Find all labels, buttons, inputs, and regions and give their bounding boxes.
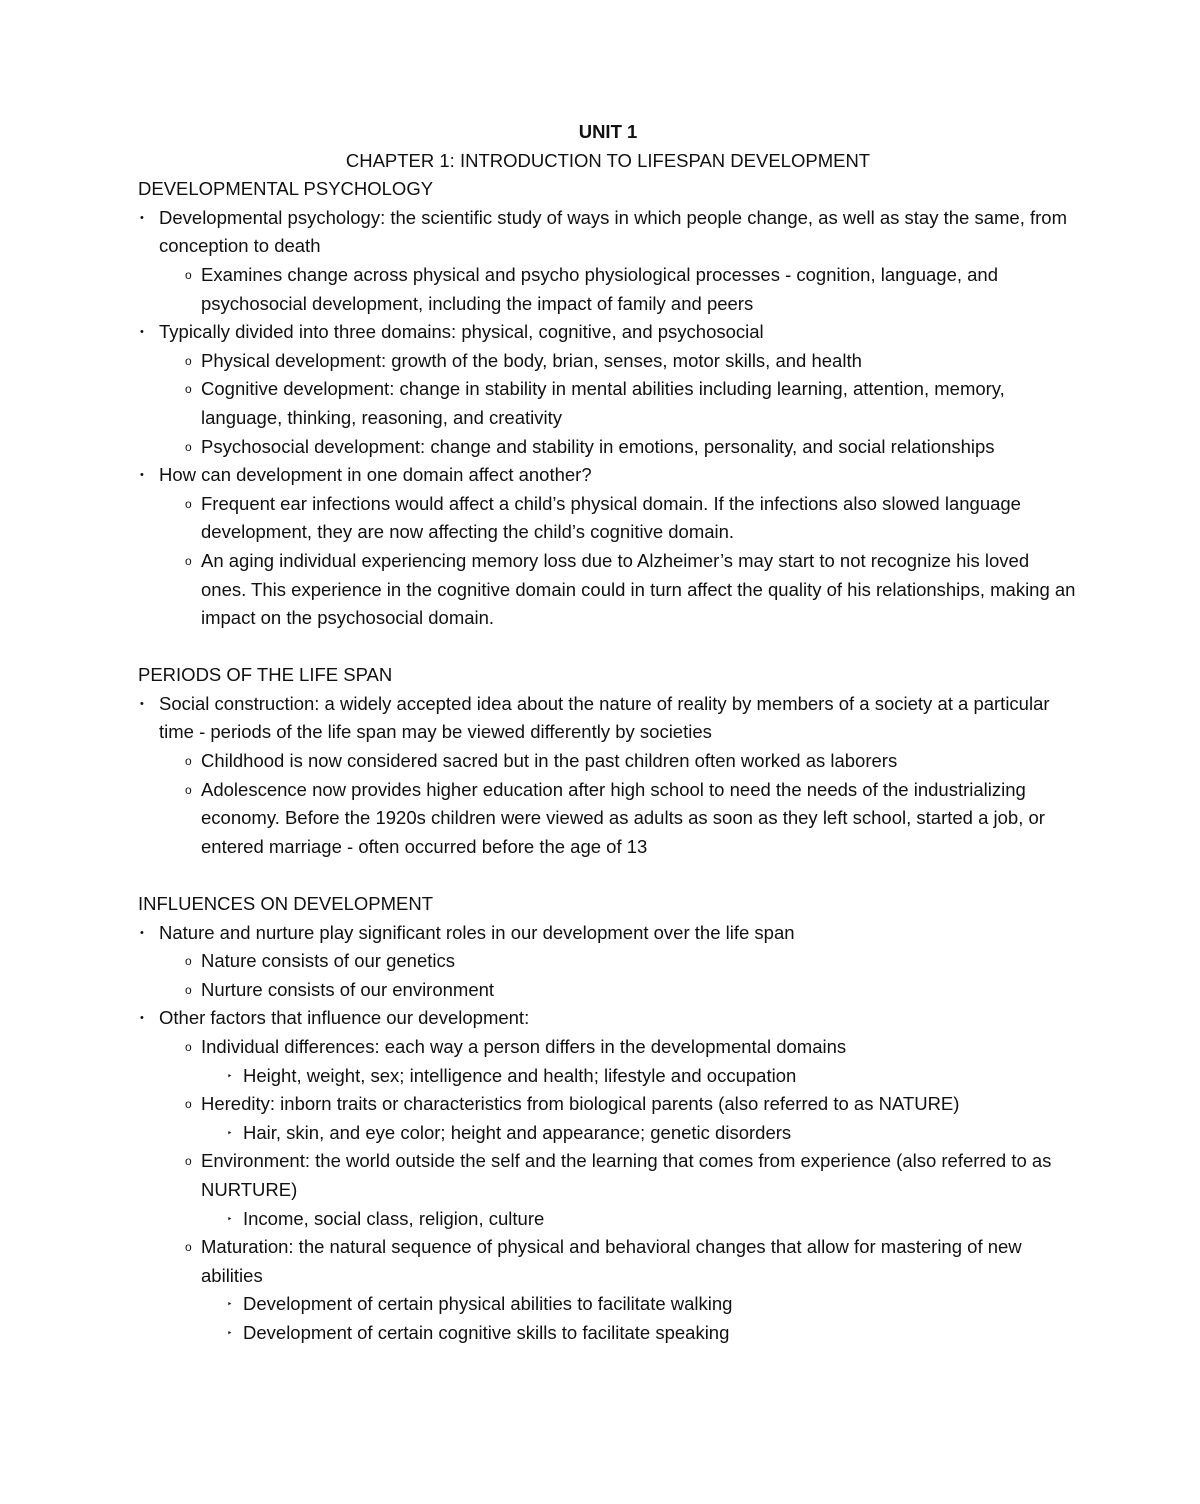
section-spacer [138,633,1078,662]
list-item-text: Nurture consists of our environment [201,978,495,1000]
circle-bullet-icon: o [185,353,192,368]
list-item-level-1 [138,318,1078,347]
triangle-bullet-icon: ‣ [227,1070,233,1081]
list-item-text: Development of certain cognitive skills to facilitate speaking [243,1321,730,1343]
bullet-icon: • [140,326,144,339]
list-item-level-2 [138,776,1078,862]
list-item-text: Typically divided into three domains: physical, cognitive, and psychosocial [159,321,764,343]
circle-bullet-icon: o [185,954,192,969]
list-item-level-1 [138,690,1078,747]
chapter-title: CHAPTER 1: INTRODUCTION TO LIFESPAN DEVELOPMENT [345,149,871,171]
list-item-level-2 [138,261,1078,318]
list-item-level-2 [138,375,1078,432]
list-item-text: An aging individual experiencing memory loss due to Alzheimer’s may start to not recognize his loved ones. This experience in the cognitive domain could in turn affect the quality of his relationships, making an impact on the psychosocial domain. [201,549,1076,629]
circle-bullet-icon: o [185,754,192,769]
list-item-text: Examines change across physical and psycho physiological processes - cognition, language, and psychosocial development, including the impact of family and peers [201,263,998,314]
bullet-icon: • [140,469,144,482]
list-item-level-2 [138,1090,1078,1119]
list-item-text: Frequent ear infections would affect a child’s physical domain. If the infections also slowed language development, they are now affecting the child’s cognitive domain. [201,492,1021,543]
list-item-text: Income, social class, religion, culture [243,1207,545,1229]
triangle-bullet-icon: ‣ [227,1327,233,1338]
list-item-level-3 [138,1205,1078,1234]
section-spacer [138,861,1078,890]
list-item-text: Nature and nurture play significant roles in our development over the life span [159,921,795,943]
list-item-text: How can development in one domain affect another? [159,464,592,486]
circle-bullet-icon: o [185,382,192,397]
bullet-icon: • [140,211,144,224]
list-item-level-2 [138,1033,1078,1062]
unit-title: UNIT 1 [578,121,638,142]
circle-bullet-icon: o [185,1154,192,1169]
list-item-text: Maturation: the natural sequence of physical and behavioral changes that allow for mastering of new abilities [201,1236,1022,1286]
list-item-text: Other factors that influence our development: [159,1007,530,1029]
list-item-level-2 [138,490,1078,547]
document-content [138,118,1078,1348]
list-item-level-3 [138,1290,1078,1319]
circle-bullet-icon: o [185,1097,192,1112]
list-item-text: Cognitive development: change in stability in mental abilities including learning, attention, memory, language, thinking, reasoning, and creativity [201,378,1005,428]
list-item-text: Developmental psychology: the scientific study of ways in which people change, as well as stay the same, from conception to death [159,206,1067,257]
list-item-text: Childhood is now considered sacred but in the past children often worked as laborers [201,750,898,772]
section-heading: DEVELOPMENTAL PSYCHOLOGY [138,178,434,200]
list-item-level-2 [138,1147,1078,1204]
list-item-level-2 [138,976,1078,1005]
triangle-bullet-icon: ‣ [227,1213,233,1224]
bullet-icon: • [140,697,144,710]
sections-container [138,175,1078,1347]
list-item-text: Adolescence now provides higher education after high school to need the needs of the industrializing economy. Before the 1920s children were viewed as adults as soon as they left school, started a job, or entered marriage - often occurred before the age of 13 [201,778,1045,857]
circle-bullet-icon: o [185,1240,192,1255]
list-item-text: Psychosocial development: change and stability in emotions, personality, and social relationships [201,435,995,457]
circle-bullet-icon: o [185,439,192,454]
list-item-level-2 [138,547,1078,633]
list-item-level-2 [138,747,1078,776]
list-item-text: Physical development: growth of the body, brian, senses, motor skills, and health [201,349,862,371]
triangle-bullet-icon: ‣ [227,1299,233,1310]
section-heading: INFLUENCES ON DEVELOPMENT [138,893,434,915]
section-heading: PERIODS OF THE LIFE SPAN [138,664,393,686]
list-item-level-1 [138,461,1078,490]
list-item-level-2 [138,347,1078,376]
list-item-level-1 [138,1004,1078,1033]
list-item-text: Social construction: a widely accepted idea about the nature of reality by members of a society at a particular time - periods of the life span may be viewed differently by societies [159,692,1050,743]
list-item-text: Development of certain physical abilities to facilitate walking [243,1293,733,1315]
list-item-text: Height, weight, sex; intelligence and health; lifestyle and occupation [243,1064,797,1086]
circle-bullet-icon: o [185,496,192,511]
list-item-text: Individual differences: each way a person differs in the developmental domains [201,1036,847,1057]
circle-bullet-icon: o [185,782,192,797]
triangle-bullet-icon: ‣ [227,1127,233,1138]
list-item-level-1 [138,919,1078,948]
circle-bullet-icon: o [185,553,192,568]
list-item-level-2 [138,1233,1078,1290]
bullet-icon: • [140,1012,144,1025]
list-item-level-2 [138,947,1078,976]
bullet-icon: • [140,926,144,939]
circle-bullet-icon: o [185,267,192,282]
list-item-text: Environment: the world outside the self and the learning that comes from experience (also referred to as NURTURE) [201,1150,1052,1200]
list-item-level-3 [138,1062,1078,1091]
circle-bullet-icon: o [185,982,192,997]
circle-bullet-icon: o [185,1040,192,1054]
list-item-text: Heredity: inborn traits or characteristics from biological parents (also referred to as NATURE) [201,1093,960,1115]
list-item-text: Nature consists of our genetics [201,950,455,972]
list-item-level-3 [138,1319,1078,1348]
list-item-level-3 [138,1119,1078,1148]
list-item-level-1 [138,204,1078,261]
list-item-text: Hair, skin, and eye color; height and appearance; genetic disorders [243,1121,792,1143]
list-item-level-2 [138,433,1078,462]
